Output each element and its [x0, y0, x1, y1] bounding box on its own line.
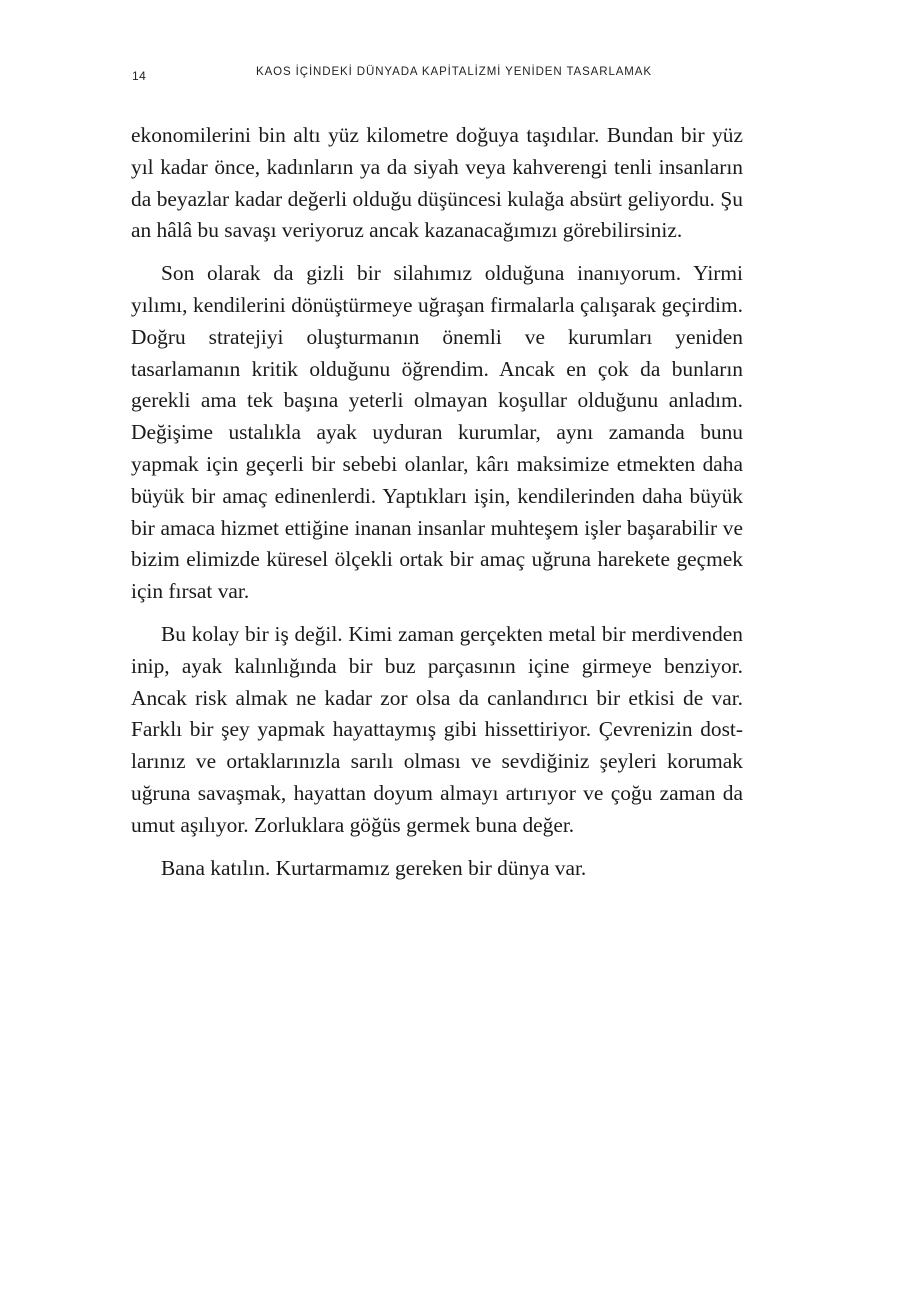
- paragraph-join-me: Bana katılın. Kurtarmamız gereken bir dünya var.: [161, 855, 587, 880]
- page-header: [0, 63, 900, 87]
- paragraph-continued: ekonomilerini bin altı yüz kilometre doğuya taşıdılar. Bundan bir yüz yıl kadar önce, kadınların ya da siyah veya kahverengi tenli insanların da beyazlar kadar değerli olduğu düşüncesi kulağa absürt geliyordu. Şu an hâlâ bu savaşı veriyoruz ancak kazanacağımızı görebilirsiniz.: [131, 123, 743, 243]
- page-number: 14: [132, 69, 147, 83]
- paragraph-not-easy: Bu kolay bir iş değil. Kimi zaman gerçekten metal bir merdivenden inip, ayak kalınlığında bir buz parçasının içine girmeye benziyor. Ancak risk almak ne kadar zor olsa da canlandırıcı bir etkisi de var. Farklı bir şey yapmak hayattaymış gibi hissettiriyor. Çevrenizin dostlarınız ve ortaklarınızla sarılı olması ve sevdiğiniz şeyleri korumak uğruna savaşmak, hayattan doyum almayı artırıyor ve çoğu zaman da umut aşılıyor. Zorluklara göğüs germek buna değer.: [131, 621, 743, 837]
- body-text: [131, 120, 743, 895]
- paragraph-secret-weapon: Son olarak da gizli bir silahımız olduğuna inanıyorum. Yirmi yılımı, kendilerini dönüştürmeye uğraşan firmalarla çalışarak geçirdim. Doğru stratejiyi oluşturmanın önemli ve kurumları yeniden tasarlamanın kritik olduğunu öğrendim. Ancak en çok da bunların gerekli ama tek başına yeterli olmayan koşullar olduğunu anladım. Değişime ustalıkla ayak uyduran kurumlar, aynı zamanda bunu yapmak için geçerli bir sebebi olanlar, kârı maksimize etmekten daha büyük bir amaç edinenlerdi. Yaptıkları işin, kendilerinden daha büyük bir amaca hizmet ettiğine inanan insanlar muhteşem işler başarabilir ve bizim elimizde küresel ölçekli ortak bir amaç uğruna harekete geçmek için fırsat var.: [131, 261, 743, 604]
- running-title: KAOS İÇİNDEKİ DÜNYADA KAPİTALİZMİ YENİDEN TASARLAMAK: [256, 66, 652, 78]
